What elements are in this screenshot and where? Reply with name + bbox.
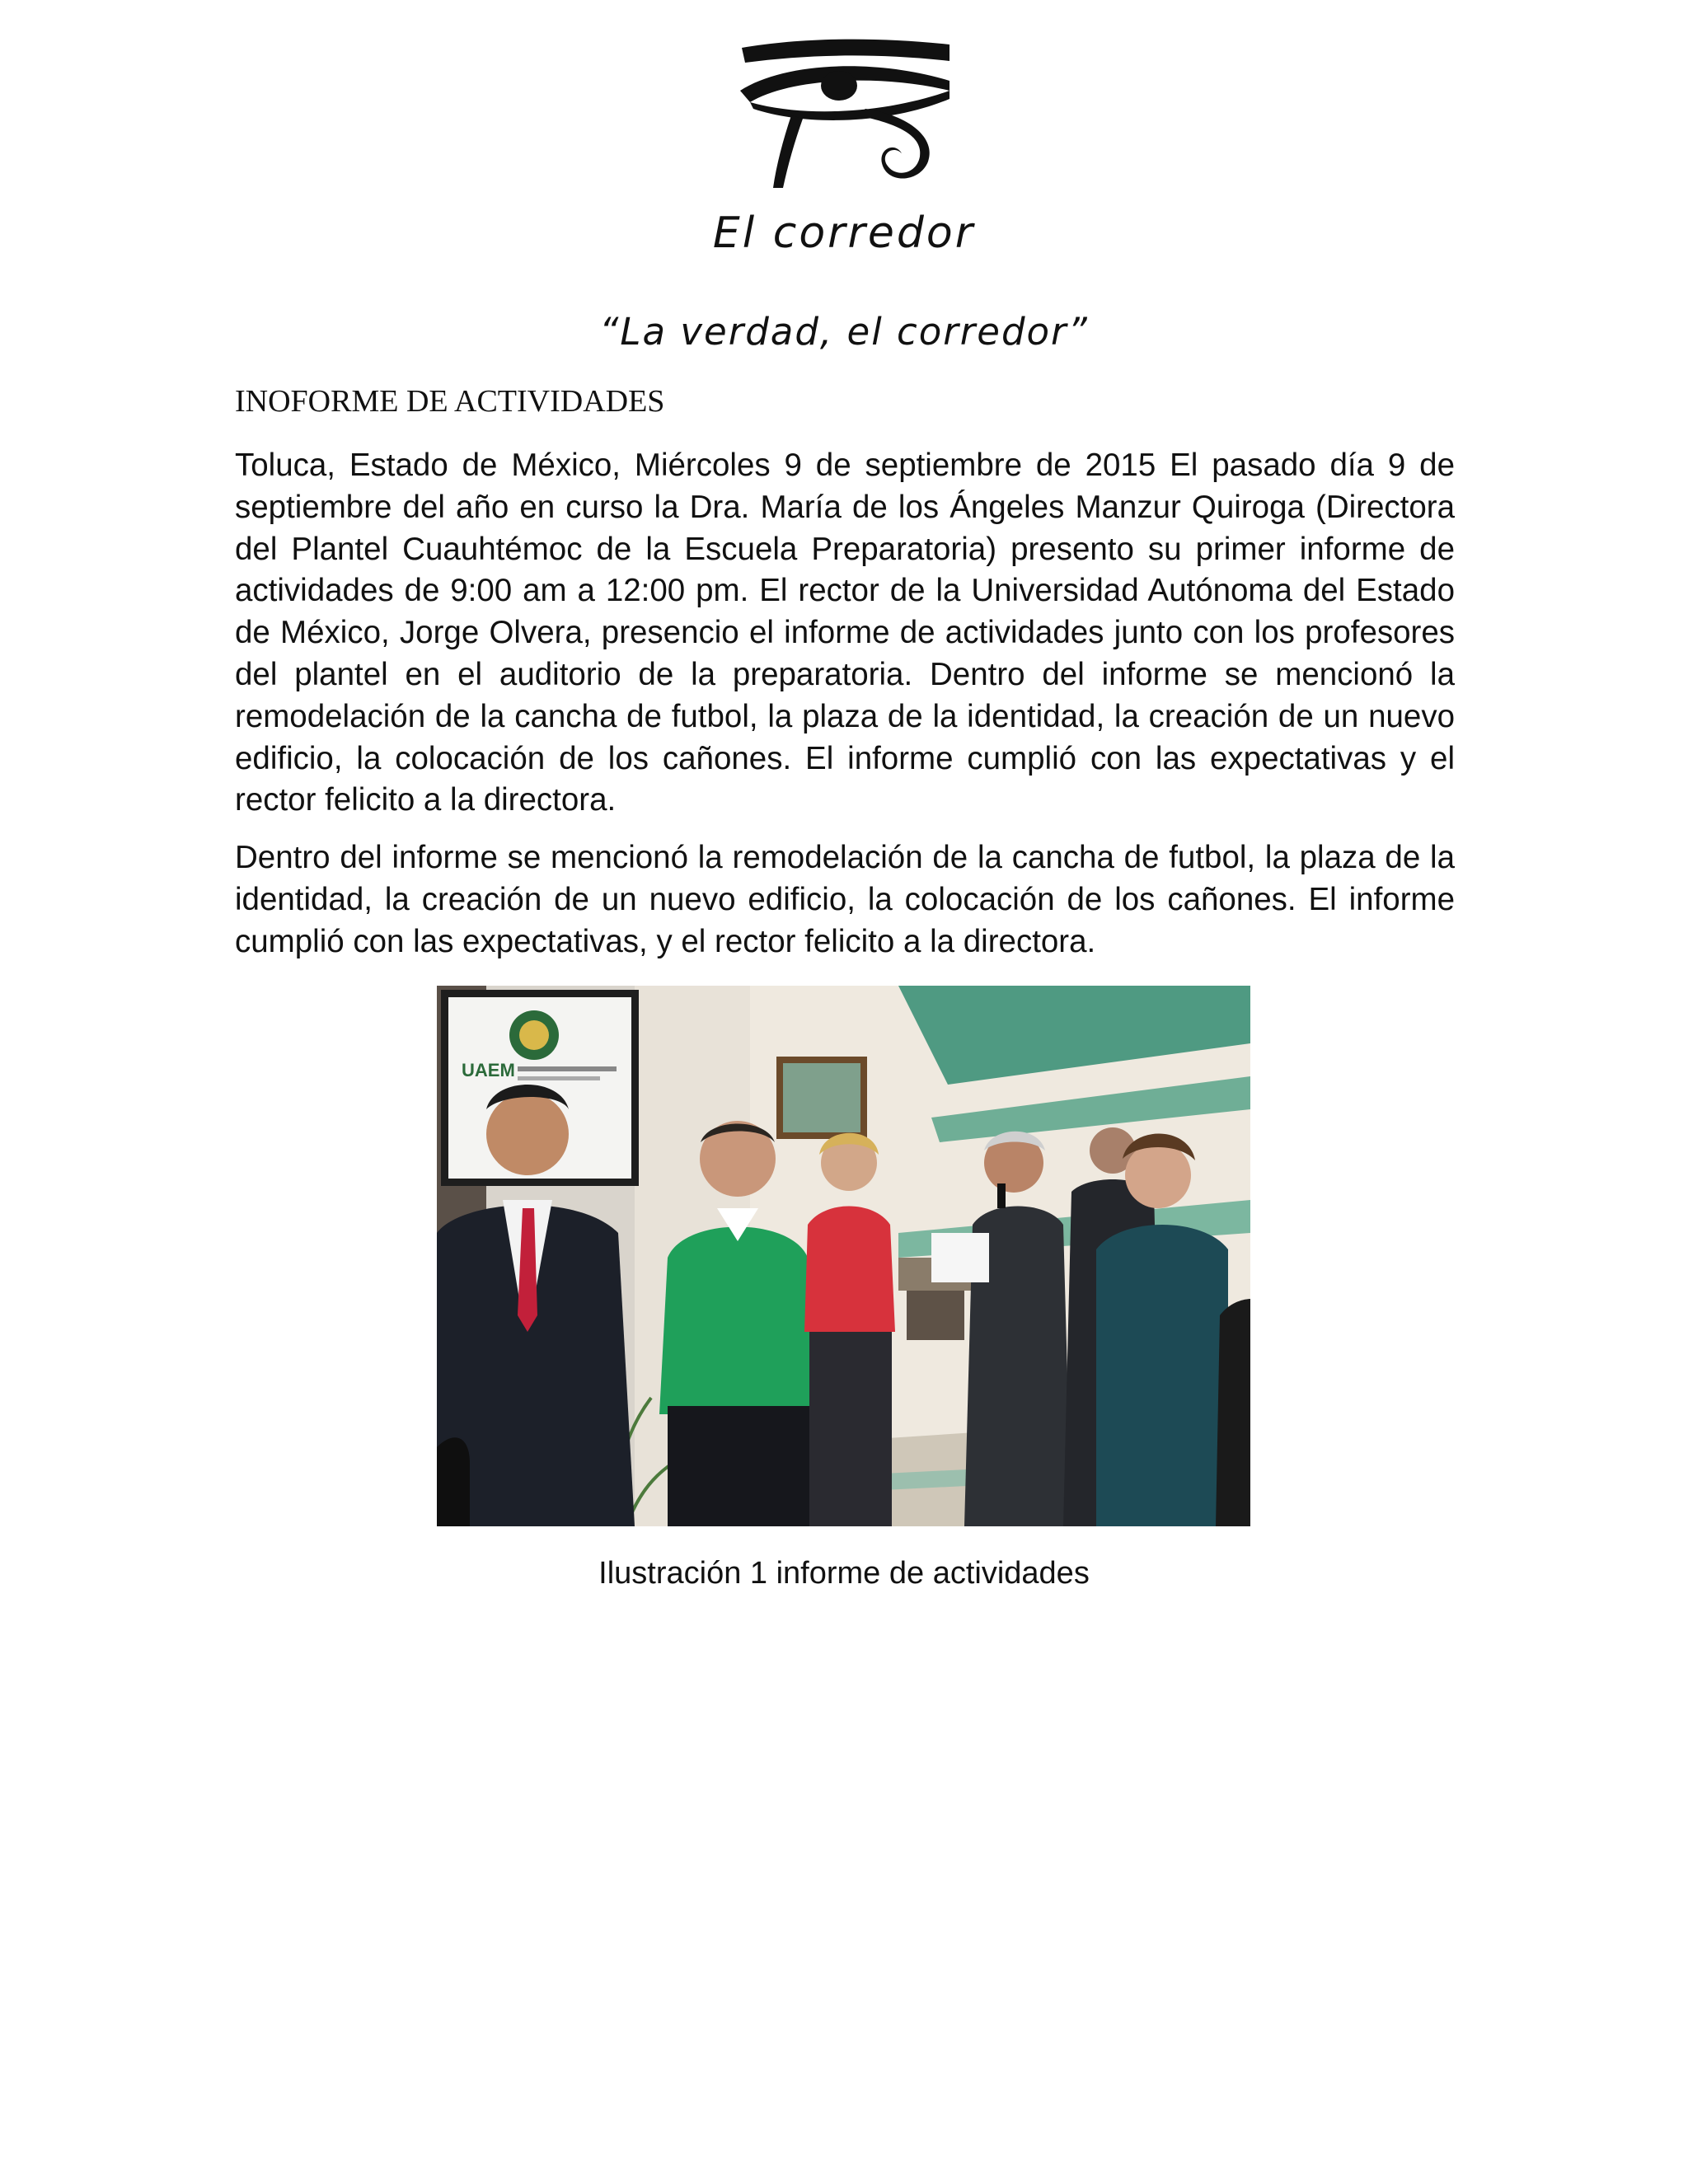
screen-logo-text: UAEM: [462, 1060, 515, 1080]
masthead-title: El corredor: [712, 209, 976, 258]
slogan: “La verdad, el corredor”: [599, 310, 1089, 354]
article-paragraph: Dentro del informe se mencionó la remodelación de la cancha de futbol, la plaza de la identidad, la creación de un nuevo edificio, la colocación de los cañones. El informe cumplió con las expectativas, y el rector felicito a la directora.: [235, 840, 1455, 959]
figure-caption: Ilustración 1 informe de actividades: [598, 1556, 1090, 1591]
article-paragraph: Toluca, Estado de México, Miércoles 9 de septiembre de 2015 El pasado día 9 de septiembre del año en curso la Dra. María de los Ángeles Manzur Quiroga (Directora del Plantel Cuauhtémoc de la Escuela Preparatoria) presento su primer informe de actividades de 9:00 am a 12:00 pm. El rector de la Universidad Autónoma del Estado de México, Jorge Olvera, presencio el informe de actividades junto con los profesores del plantel en el auditorio de la preparatoria. Dentro del informe se mencionó la remodelación de la cancha de futbol, la plaza de la identidad, la creación de un nuevo edificio, la colocación de los cañones. El informe cumplió con las expectativas y el rector felicito a la directora.: [235, 448, 1455, 818]
section-heading: INOFORME DE ACTIVIDADES: [235, 384, 665, 419]
eye-of-horus-icon: [734, 33, 956, 194]
event-photo: [437, 986, 1250, 1526]
